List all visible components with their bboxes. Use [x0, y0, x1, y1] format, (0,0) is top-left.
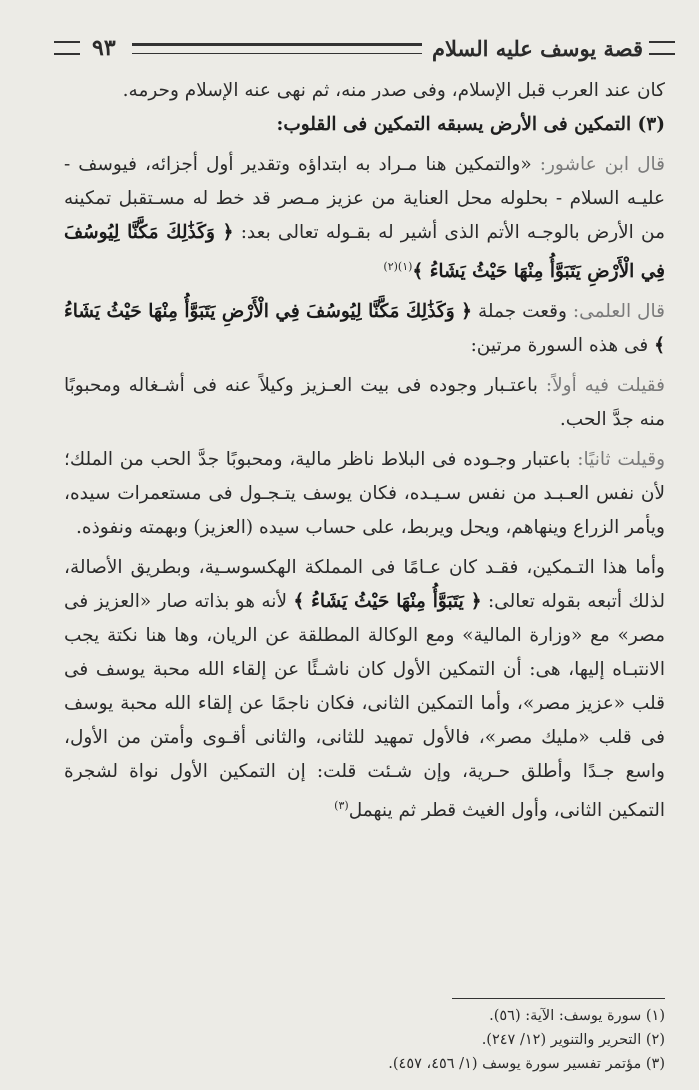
- quote-body: وقعت جملة: [477, 301, 567, 323]
- footnote-item: (١) سورة يوسف: الآية: (٥٦).: [489, 1008, 665, 1024]
- running-title: قصة يوسف عليه السلام: [431, 35, 643, 61]
- quote-body: باعتبار وجـوده فى البلاط ناظر مالية، ومحبوبًا جدَّ الحب من الملك؛ لأن نفس العـبـد من نفس سـيـده، فكان يوسف يتـجـول فى مستعمرات سيده، ويأمر الزراع وينهاهم، ويحل ويربط، على حساب سيده (العزيز) وبهمته ونفوذه.: [64, 449, 665, 539]
- quote-lead: فقيلت فيه أولاً:: [545, 375, 665, 397]
- quran-verse: ﴿ يَتَبَوَّأُ مِنْهَا حَيْثُ يَشَاءُ ﴾: [293, 591, 482, 613]
- quote-body: «والتمكين هنا مـراد به ابتداؤه وتقدير أول أجزائه، فيوسف - عليـه السلام - بحلوله محل العناية من عزيز مـصر قد خط له مسـتقبل تمكينه من الأرض بالوجـه الأتم الذى أشير له بقـوله تعالى بعد:: [64, 154, 665, 243]
- quote-lead: وقيلت ثانيًا:: [577, 449, 665, 471]
- main-text: [64, 74, 665, 828]
- quote-body: باعتـبار وجوده فى بيت العـزيز وكيلاً عنه فى أشـغاله ومحبوبًا منه جدَّ الحب.: [64, 375, 665, 431]
- paragraph-text: لأنه هو بذاته صار «العزيز فى مصر» مع «وزارة المالية» ومع الوكالة المطلقة عن الريان، وها هنا نكتة يجب الانتبـاه إليها، هى: أن التمكين الأول كان ناشـئًا عن إلقاء الله محبة يوسف فى قلب «عزيز مصر»، وأما التمكين الثانى، فكان ناجمًا عن إلقاء الله محبة يوسف فى قلب «مليك مصر»، فالأول تمهيد للثانى، والثانى أقـوى وأمتن من الأول، واسع جـدًا وأطلق حـرية، وإن شـئت قلت: إن التمكين الأول نواة لشجرة التمكين الثانى، وأول الغيث قطر ثم ينهمل: [64, 591, 665, 822]
- quote-body: فى هذه السورة مرتين:: [470, 335, 649, 357]
- paragraph-alalami: [64, 295, 665, 363]
- page-header: [48, 28, 681, 68]
- page-number: ٩٣: [92, 35, 116, 61]
- paragraph-1: [64, 74, 665, 108]
- section-heading-text: (٣) التمكين فى الأرض يسبقه التمكين فى القلوب:: [276, 114, 665, 135]
- paragraph-text: وأما هذا التـمكين، فقـد كان عـامًا فى المملكة الهكسوسـية، وبطريق الأصالة، لذلك أتبعه بقوله تعالى:: [64, 557, 665, 613]
- header-ornament-left: [54, 41, 80, 55]
- quran-verse: ﴿ وَكَذَٰلِكَ مَكَّنَّا لِيُوسُفَ فِي الْأَرْضِ يَتَبَوَّأُ مِنْهَا حَيْثُ يَشَاءُ ﴾: [64, 222, 665, 283]
- footnote-ref: (٣): [334, 799, 349, 813]
- section-heading: [64, 108, 665, 142]
- footnote-separator: [452, 998, 665, 999]
- paragraph-ibn-ashur: [64, 148, 665, 289]
- paragraph-first: [64, 369, 665, 437]
- footnote-ref: (١)(٢): [383, 260, 413, 273]
- paragraph-1-text: كان عند العرب قبل الإسلام، وفى صدر منه، ثم نهى عنه الإسلام وحرمه.: [122, 80, 665, 101]
- quran-verse: ﴿ وَكَذَٰلِكَ مَكَّنَّا لِيُوسُفَ فِي الْأَرْضِ يَتَبَوَّأُ مِنْهَا حَيْثُ يَشَاءُ ﴾: [64, 301, 665, 357]
- paragraph-tamkin: [64, 551, 665, 828]
- footnote-item: (٢) التحرير والتنوير (١٢/ ٢٤٧).: [481, 1032, 665, 1048]
- header-rule: [132, 43, 422, 54]
- quote-lead: قال العلمى:: [572, 301, 665, 323]
- quote-lead: قال ابن عاشور:: [539, 154, 665, 175]
- header-ornament-right: [649, 41, 675, 55]
- paragraph-second: [64, 443, 665, 545]
- footnote-item: (٣) مؤتمر تفسير سورة يوسف (١/ ٤٥٦، ٤٥٧).: [388, 1056, 665, 1072]
- footnotes: [64, 1004, 665, 1076]
